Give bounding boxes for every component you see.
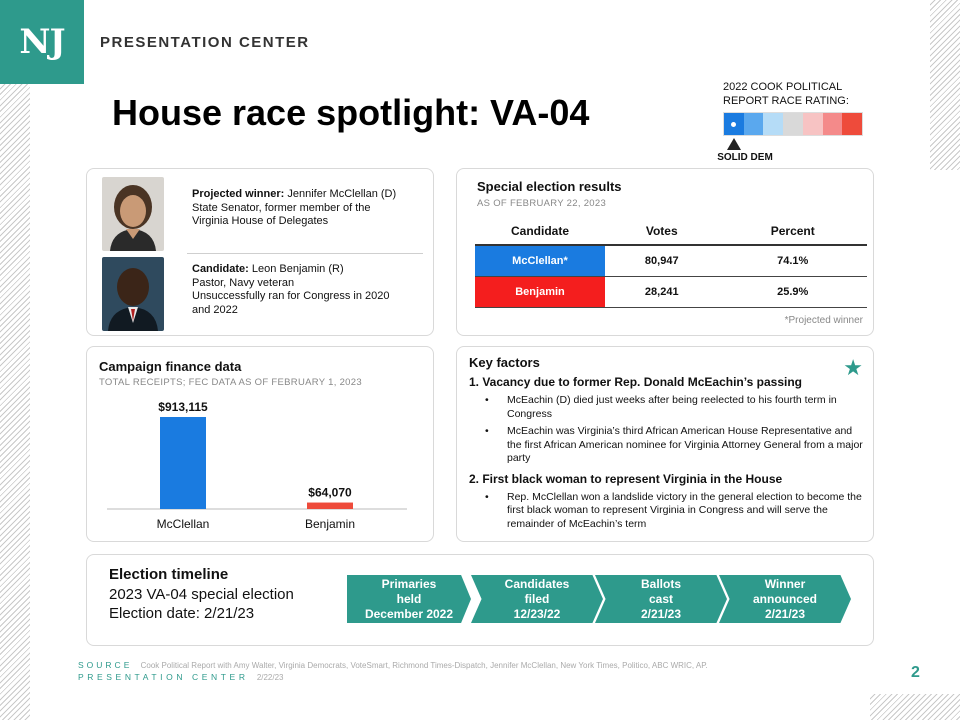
rating-segment (842, 113, 862, 135)
source-text: Cook Political Report with Amy Walter, Virginia Democrats, VoteSmart, Richmond Times-Dispatch, Jennifer McClellan, New York Times, Politico, ABC WRIC, AP. (140, 661, 708, 670)
factor-heading: 1. Vacancy due to former Rep. Donald McEachin’s passing (469, 375, 802, 389)
results-card (456, 168, 874, 336)
mcclellan-photo (102, 177, 164, 251)
winner-line2: State Senator, former member of the (192, 201, 371, 214)
winner-name: Jennifer McClellan (D) (287, 188, 397, 200)
results-header-row (475, 217, 867, 245)
factor-bullet: • McEachin (D) died just weeks after being reelected to his fourth term in Congress (469, 394, 864, 421)
results-title: Special election results (477, 179, 622, 194)
result-votes: 28,241 (605, 276, 719, 307)
factor-heading: 2. First black woman to represent Virginia in the House (469, 471, 783, 486)
rating-pointer-icon (727, 138, 741, 150)
candidate-divider (187, 253, 423, 254)
timeline-step-ballots (595, 575, 727, 623)
rating-segment (783, 113, 803, 135)
decorative-stripes-bottom (870, 694, 960, 720)
result-percent: 25.9% (719, 276, 868, 307)
x-tick-label: Benjamin (304, 517, 356, 531)
rating-segment (803, 113, 823, 135)
timeline-step-primaries (347, 575, 471, 623)
finance-card (86, 346, 434, 542)
footer-date: 2/22/23 (256, 673, 284, 682)
challenger-info (192, 263, 424, 317)
challenger-label: Candidate: (192, 263, 249, 275)
factor-bullet: • McEachin was Virginia’s third African American House Representative and the first African American nominee for Virginia Attorney General from a major party (469, 425, 864, 466)
projected-winner-note: *Projected winner (784, 315, 863, 326)
center-line (78, 672, 284, 682)
rating-segment (744, 113, 764, 135)
source-line (78, 660, 708, 670)
result-percent: 74.1% (719, 245, 868, 276)
rating-segment (823, 113, 843, 135)
challenger-line4: and 2022 (192, 303, 238, 316)
table-row (475, 245, 867, 276)
rating-title-line1: 2022 COOK POLITICAL (723, 81, 843, 93)
table-row (475, 276, 867, 307)
result-candidate-name: McClellan* (475, 245, 605, 276)
rating-segment (724, 113, 744, 135)
challenger-name: Leon Benjamin (R) (251, 263, 344, 275)
winner-line3: Virginia House of Delegates (192, 215, 329, 227)
timeline-step-label: Primaries held December 2022 (364, 576, 454, 621)
key-factors-card (456, 346, 874, 542)
bar-mcclellan (160, 417, 206, 509)
key-factors-title: Key factors (469, 355, 540, 370)
decorative-stripes-right (930, 0, 960, 170)
bar-benjamin (307, 503, 353, 509)
page-title: House race spotlight: VA-04 (112, 92, 590, 133)
results-subtitle: AS OF FEBRUARY 22, 2023 (477, 198, 607, 209)
bar-value-label: $913,115 (158, 400, 208, 414)
finance-title: Campaign finance data (99, 359, 242, 374)
rating-title-line2: REPORT RACE RATING: (723, 95, 849, 107)
finance-bar-chart (87, 347, 435, 543)
results-header-percent: Percent (719, 217, 868, 245)
benjamin-photo (102, 257, 164, 331)
page-number: 2 (911, 664, 920, 681)
results-table (475, 217, 867, 308)
challenger-line3: Unsuccessfully ran for Congress in 2020 (192, 290, 390, 302)
finance-subtitle: TOTAL RECEIPTS; FEC DATA AS OF FEBRUARY 1, 2023 (99, 377, 362, 388)
race-rating (717, 80, 873, 163)
timeline-card (86, 554, 874, 646)
nj-logo (0, 0, 84, 84)
x-tick-label: McClellan (156, 517, 210, 531)
decorative-stripes-left (0, 84, 30, 720)
timeline-step-label: Ballots cast 2/21/23 (640, 576, 682, 621)
bar-value-label: $64,070 (308, 485, 352, 500)
source-label: SOURCE (78, 660, 133, 670)
winner-info (192, 188, 424, 229)
rating-selected-dot (731, 122, 736, 127)
center-label: PRESENTATION CENTER (78, 672, 249, 682)
timeline-step-candidates (471, 575, 603, 623)
results-header-candidate: Candidate (475, 217, 605, 245)
timeline-step-label: Candidates filed 12/23/22 (504, 576, 570, 621)
key-factors-list (469, 375, 864, 535)
result-votes: 80,947 (605, 245, 719, 276)
timeline-line1: 2023 VA-04 special election (109, 586, 294, 603)
timeline-title: Election timeline (109, 566, 229, 583)
timeline-step-winner (719, 575, 851, 623)
rating-scale (723, 112, 863, 136)
candidates-card (86, 168, 434, 336)
challenger-line2: Pastor, Navy veteran (192, 276, 295, 289)
rating-selected-label: SOLID DEM (717, 152, 773, 163)
timeline-line2: Election date: 2/21/23 (109, 605, 255, 622)
timeline-step-label: Winner announced 2/21/23 (752, 576, 817, 621)
logo-text: NJ (19, 22, 65, 62)
star-icon: ★ (843, 355, 863, 380)
results-header-votes: Votes (605, 217, 719, 245)
section-title: PRESENTATION CENTER (100, 34, 310, 51)
result-candidate-name: Benjamin (475, 276, 605, 307)
rating-segment (763, 113, 783, 135)
factor-bullet: • Rep. McClellan won a landslide victory in the general election to become the first black woman to represent Virginia in Congress and will serve the remainder of McEachin’s term (469, 491, 864, 532)
winner-label: Projected winner: (192, 188, 285, 200)
